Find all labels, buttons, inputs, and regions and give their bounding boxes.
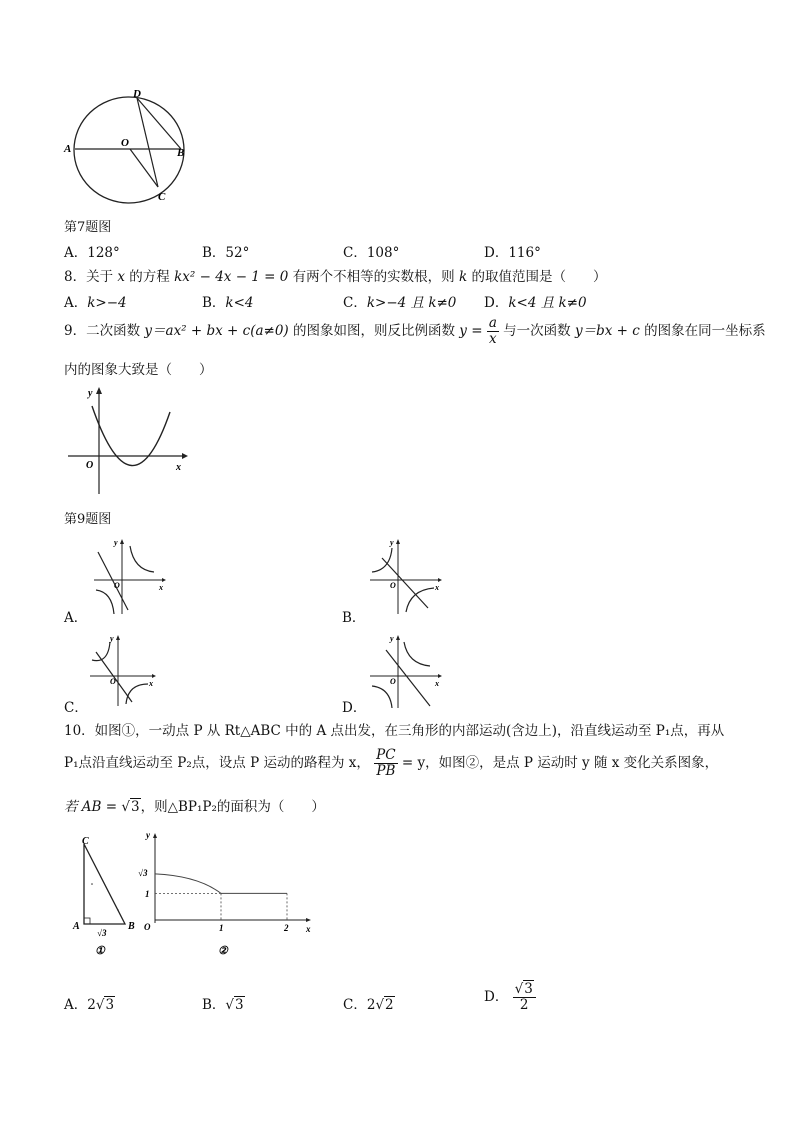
label-o: O xyxy=(144,922,151,932)
svg-text:O: O xyxy=(110,677,116,686)
q9-caption: 第9题图 xyxy=(64,512,112,527)
svg-text:x: x xyxy=(435,679,439,688)
svg-text:O: O xyxy=(114,581,120,590)
label-d: D xyxy=(133,88,141,100)
label-b: B xyxy=(177,147,185,159)
svg-text:O: O xyxy=(390,581,396,590)
tick-y1: 1 xyxy=(145,889,150,899)
q9-option-d-graph xyxy=(368,634,443,710)
label-o: O xyxy=(86,460,94,471)
q9-option-b-graph xyxy=(368,538,443,616)
y-axis-arrow xyxy=(96,387,102,394)
q7-option-b[interactable]: B．52° xyxy=(202,245,250,261)
q9-option-c[interactable]: C． xyxy=(64,700,88,716)
label-o: O xyxy=(121,137,129,149)
q8-option-c[interactable]: C．k>−4 且 k≠0 xyxy=(343,295,457,311)
q8-option-b[interactable]: B．k<4 xyxy=(202,295,254,311)
q7-option-c[interactable]: C．108° xyxy=(343,245,400,261)
q8-option-a[interactable]: A．k>−4 xyxy=(64,295,127,311)
triangle-abc xyxy=(84,844,125,924)
q9-option-b[interactable]: B． xyxy=(342,610,366,626)
label-y: y xyxy=(88,388,93,399)
svg-text:y: y xyxy=(114,538,118,547)
circle xyxy=(74,97,184,203)
svg-text:x: x xyxy=(435,583,439,592)
svg-text:y: y xyxy=(110,634,114,643)
x-axis-arrow xyxy=(182,453,188,459)
q9-option-a[interactable]: A． xyxy=(64,610,88,626)
svg-text:y: y xyxy=(390,634,394,643)
q10-stem-line3: 若 AB = √3，则△BP₁P₂的面积为（ ） xyxy=(64,799,325,815)
label-x: x xyxy=(176,462,181,473)
svg-text:O: O xyxy=(390,677,396,686)
q10-stem-line2: P₁点沿直线运动至 P₂点，设点 P 运动的路程为 x， $\frac{PC}{PB}$ = y，如图②，是点 P 运动时 y 随 x 变化关系图象， xyxy=(64,747,719,779)
q10-line-graph xyxy=(136,830,316,965)
label-a: A xyxy=(64,143,72,155)
tick-x1: 1 xyxy=(219,923,224,933)
q10-stem-line1: 10．如图①，一动点 P 从 Rt△ABC 中的 A 点出发，在三角形的内部运动(含边上)，沿直线运动至 P₁点，再从 xyxy=(64,723,725,739)
right-angle-mark xyxy=(84,918,90,924)
svg-text:x: x xyxy=(149,679,153,688)
label-x: x xyxy=(306,924,311,934)
tick-sqrt3: √3 xyxy=(138,868,148,878)
inverse-fraction: $\frac{a}{x}$ xyxy=(488,315,497,347)
curve-segment xyxy=(155,874,221,893)
label-ab: √3 xyxy=(97,928,107,938)
label-c: C xyxy=(82,836,89,847)
q9-parabola-graph xyxy=(64,382,194,497)
q7-option-d[interactable]: D．116° xyxy=(484,245,541,261)
q9-option-d[interactable]: D． xyxy=(342,700,367,716)
label-a: A xyxy=(73,921,80,932)
svg-text:x: x xyxy=(159,583,163,592)
label-c: C xyxy=(158,191,166,203)
q7-caption: 第7题图 xyxy=(64,220,112,235)
q10-option-d[interactable]: D． $\frac{√3}{2}$ xyxy=(484,982,536,1013)
svg-text:y: y xyxy=(390,538,394,547)
parabola-curve xyxy=(92,406,170,466)
q10-option-b[interactable]: B．√3 xyxy=(202,997,244,1013)
q8-option-d[interactable]: D．k<4 且 k≠0 xyxy=(484,295,587,311)
label-b: B xyxy=(128,921,135,932)
q9-stem-line1: 9．二次函数 y＝ax² + bx + c(a≠0) 的图象如图，则反比例函数 y = $\frac{a}{x}$ 与一次函数 y＝bx + c 的图象在同一坐标系 xyxy=(64,315,766,347)
q9-option-c-graph xyxy=(88,634,158,708)
pc-pb-fraction: $\frac{PC}{PB}$ xyxy=(376,747,396,779)
q8-stem: 8．关于 x 的方程 kx² − 4x − 1 = 0 有两个不相等的实数根，则 k 的取值范围是（ ） xyxy=(64,269,607,285)
q7-circle-figure xyxy=(64,88,200,207)
q7-option-a[interactable]: A．128° xyxy=(64,245,120,261)
q10-option-a[interactable]: A．2√3 xyxy=(64,997,115,1013)
q9-option-a-graph xyxy=(92,538,167,616)
figure-2-caption: ② xyxy=(218,945,228,957)
figure-1-caption: ① xyxy=(95,945,105,957)
q10-option-c[interactable]: C．2√2 xyxy=(343,997,394,1013)
q9-stem-line2: 内的图象大致是（ ） xyxy=(64,362,213,378)
label-y: y xyxy=(146,830,150,840)
tick-x2: 2 xyxy=(284,923,289,933)
